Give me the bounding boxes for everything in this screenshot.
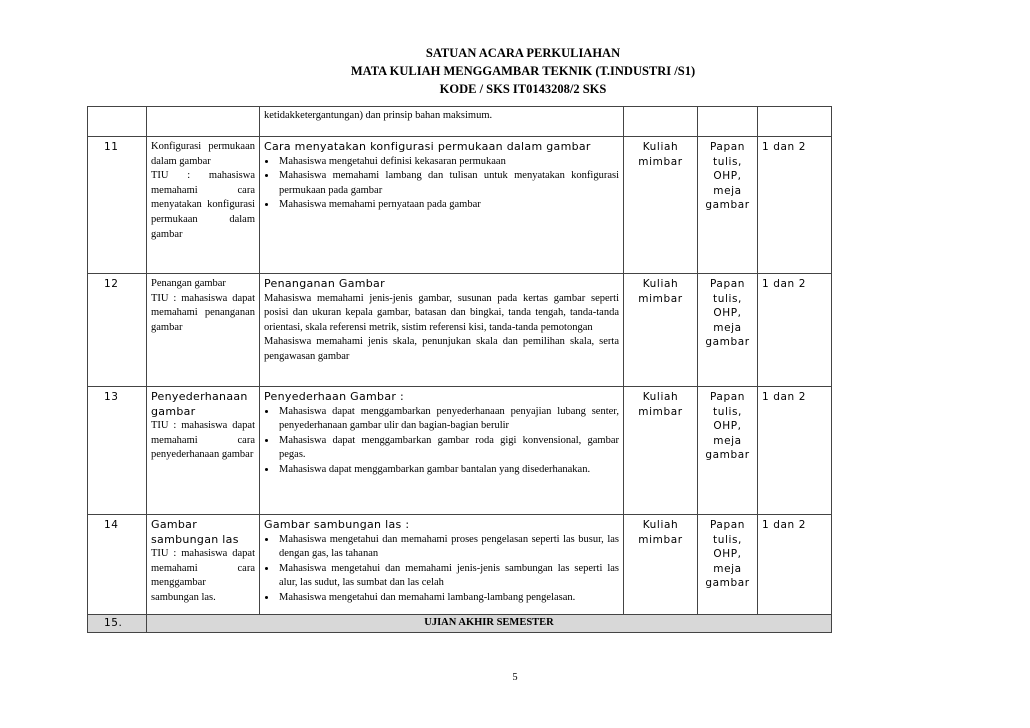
- content-cell: [260, 274, 624, 387]
- final-exam-label: UJIAN AKHIR SEMESTER: [147, 615, 832, 633]
- list-item: • Mahasiswa memahami lambang dan tulisan untuk menyatakan konfigurasi permukaan pada gambar: [277, 169, 619, 198]
- row-number: 15.: [88, 615, 147, 633]
- method-cell: Kuliah mimbar: [624, 387, 698, 515]
- topic-tiu: TIU : mahasiswa dapat memahami cara menggambar sambungan las.: [151, 548, 255, 603]
- reference-cell: 1 dan 2: [758, 137, 832, 274]
- document-header: [0, 44, 1030, 98]
- content-bullets: [264, 533, 619, 606]
- topic-title: Penangan gambar: [151, 278, 226, 289]
- topic-tiu: TIU : mahasiswa dapat memahami penanganan gambar: [151, 292, 255, 333]
- continuation-row: [88, 107, 832, 137]
- content-title: Penanganan Gambar: [264, 277, 385, 290]
- content-cell: [260, 137, 624, 274]
- media-cell: Papan tulis, OHP, meja gambar: [698, 387, 758, 515]
- header-code: KODE / SKS IT0143208/2 SKS: [439, 82, 607, 96]
- content-bullets: [264, 405, 619, 478]
- topic-tiu: TIU : mahasiswa memahami cara menyatakan konfigurasi permukaan dalam gambar: [151, 170, 255, 240]
- content-title: Cara menyatakan konfigurasi permukaan dalam gambar: [264, 140, 591, 153]
- reference-cell: 1 dan 2: [758, 274, 832, 387]
- list-item: • Mahasiswa mengetahui dan memahami lambang-lambang pengelasan.: [277, 591, 619, 606]
- row-number: 13: [88, 387, 147, 515]
- media-cell: Papan tulis, OHP, meja gambar: [698, 515, 758, 615]
- method-cell: Kuliah mimbar: [624, 515, 698, 615]
- page-number: 5: [512, 672, 518, 683]
- media-cell: Papan tulis, OHP, meja gambar: [698, 137, 758, 274]
- table-row: [88, 387, 832, 515]
- list-item: • Mahasiswa mengetahui dan memahami jenis-jenis sambungan las seperti las alur, las sudut, las sumbat dan las celah: [277, 562, 619, 591]
- table-row: [88, 137, 832, 274]
- row-number: 14: [88, 515, 147, 615]
- header-title: SATUAN ACARA PERKULIAHAN: [425, 46, 621, 60]
- table-row: [88, 274, 832, 387]
- row-number: 12: [88, 274, 147, 387]
- topic-title: Gambar sambungan las: [151, 518, 239, 546]
- method-cell: Kuliah mimbar: [624, 274, 698, 387]
- content-bullets: [264, 155, 619, 213]
- content-title: Gambar sambungan las :: [264, 518, 410, 531]
- row-number: 11: [88, 137, 147, 274]
- content-paragraph: Mahasiswa memahami jenis skala, penunjukan skala dan pemilihan skala, serta pengawasan gambar: [264, 336, 619, 362]
- list-item: • Mahasiswa dapat menggambarkan gambar bantalan yang disederhanakan.: [277, 463, 619, 478]
- list-item: • Mahasiswa dapat menggambarkan penyederhanaan penyajian lubang senter, penyederhanaan gambar ulir dan bagian-bagian berulir: [277, 405, 619, 434]
- list-item: • Mahasiswa memahami pernyataan pada gambar: [277, 198, 619, 213]
- topic-title: Penyederhanaan gambar: [151, 390, 248, 418]
- topic-cell: [147, 274, 260, 387]
- list-item: • Mahasiswa dapat menggambarkan gambar roda gigi konvensional, gambar pegas.: [277, 434, 619, 463]
- reference-cell: 1 dan 2: [758, 515, 832, 615]
- topic-tiu: TIU : mahasiswa dapat memahami cara penyederhanaan gambar: [151, 420, 255, 461]
- content-cell: [260, 387, 624, 515]
- topic-cell: [147, 387, 260, 515]
- continuation-text: ketidakketergantungan) dan prinsip bahan maksimum.: [260, 107, 624, 137]
- content-paragraph: Mahasiswa memahami jenis-jenis gambar, susunan pada kertas gambar seperti posisi dan ukuran kepala gambar, batasan dan bingkai, tanda tengah, tanda-tanda orientasi, skala referensi metrik, sistim referensi kisi, tanda-tanda pemotongan: [264, 292, 619, 333]
- header-course: MATA KULIAH MENGGAMBAR TEKNIK (T.INDUSTRI /S1): [350, 64, 696, 78]
- final-exam-row: [88, 615, 832, 633]
- table-row: [88, 515, 832, 615]
- page-number-wrapper: [0, 672, 1030, 683]
- list-item: • Mahasiswa mengetahui definisi kekasaran permukaan: [277, 155, 619, 170]
- reference-cell: 1 dan 2: [758, 387, 832, 515]
- media-cell: Papan tulis, OHP, meja gambar: [698, 274, 758, 387]
- content-cell: [260, 515, 624, 615]
- topic-title: Konfigurasi permukaan dalam gambar: [151, 141, 255, 167]
- method-cell: Kuliah mimbar: [624, 137, 698, 274]
- list-item: • Mahasiswa mengetahui dan memahami proses pengelasan seperti las busur, las dengan gas, las tahanan: [277, 533, 619, 562]
- content-title: Penyederhaan Gambar :: [264, 390, 404, 403]
- topic-cell: [147, 137, 260, 274]
- topic-cell: [147, 515, 260, 615]
- lecture-plan-table: [87, 106, 832, 633]
